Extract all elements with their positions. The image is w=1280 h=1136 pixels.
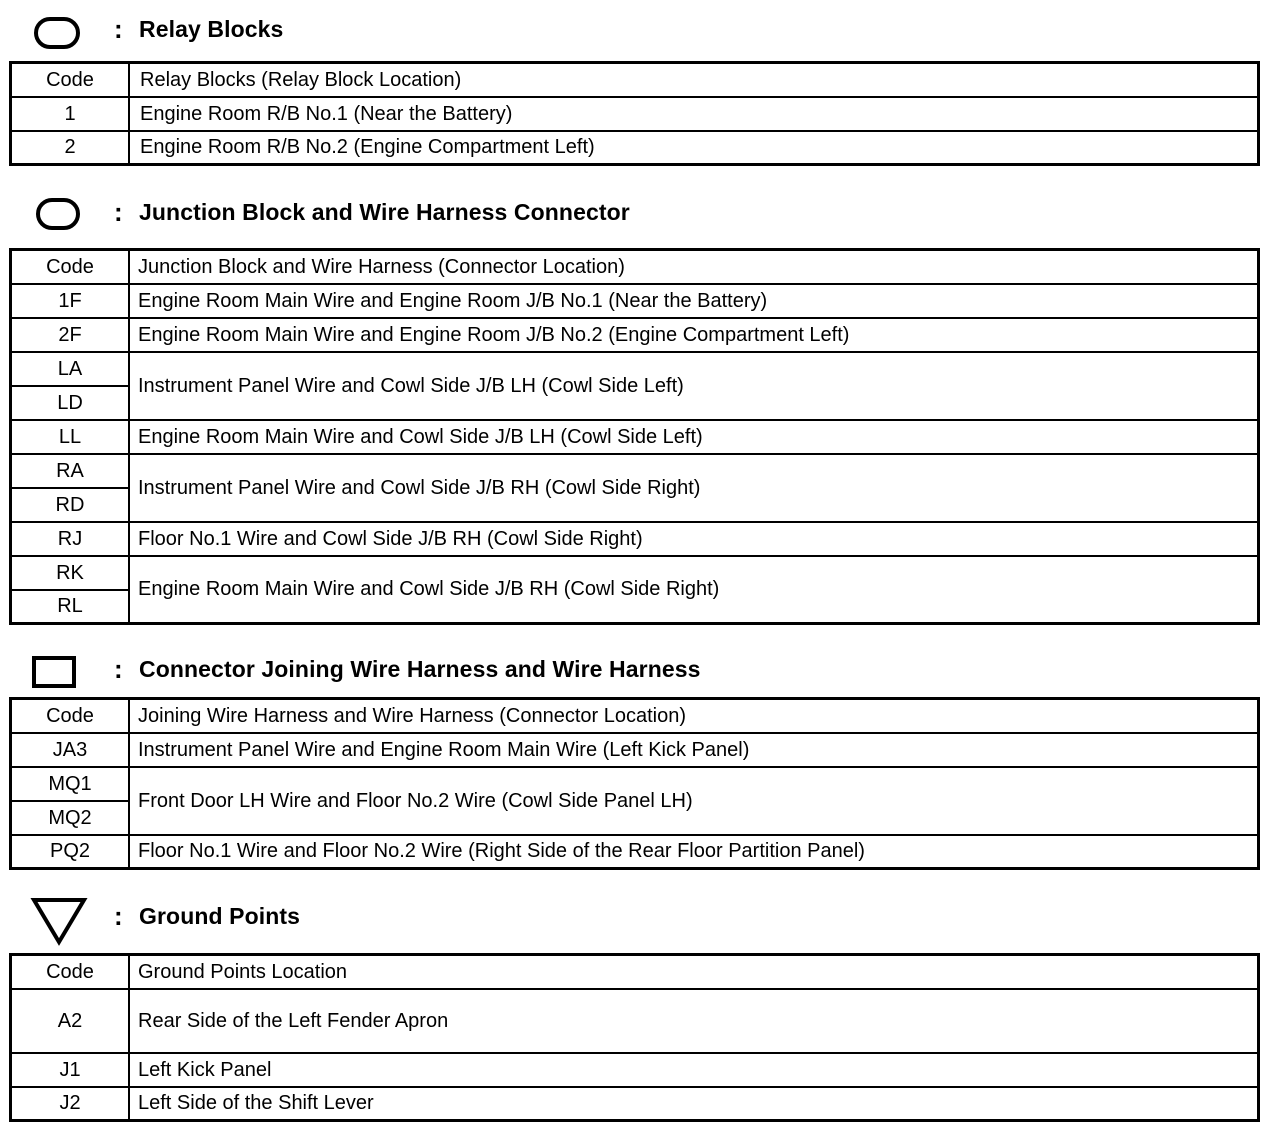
desc-cell: Engine Room Main Wire and Engine Room J/B No.1 (Near the Battery) <box>129 284 1259 318</box>
code-cell: LD <box>11 386 130 420</box>
table-row <box>11 420 1259 454</box>
section-title: Junction Block and Wire Harness Connector <box>139 199 630 225</box>
rounded-rect-icon <box>36 198 80 230</box>
desc-cell: Left Kick Panel <box>129 1053 1259 1087</box>
code-cell: 2 <box>11 131 130 165</box>
table-row <box>11 989 1259 1053</box>
relay-blocks-table <box>9 61 1260 166</box>
code-header: Code <box>11 699 130 733</box>
desc-cell: Front Door LH Wire and Floor No.2 Wire (Cowl Side Panel LH) <box>129 767 1259 835</box>
table-row <box>11 733 1259 767</box>
code-cell: J2 <box>11 1087 130 1121</box>
table-row <box>11 1053 1259 1087</box>
rectangle-icon <box>32 656 76 688</box>
colon: : <box>114 197 123 227</box>
desc-cell: Engine Room R/B No.1 (Near the Battery) <box>129 97 1259 131</box>
table-header-row <box>11 250 1259 284</box>
desc-cell: Engine Room Main Wire and Cowl Side J/B RH (Cowl Side Right) <box>129 556 1259 624</box>
code-header: Code <box>11 63 130 97</box>
table-row <box>11 97 1259 131</box>
code-header: Code <box>11 955 130 989</box>
table-row <box>11 284 1259 318</box>
code-cell: MQ2 <box>11 801 130 835</box>
desc-cell: Engine Room Main Wire and Engine Room J/B No.2 (Engine Compartment Left) <box>129 318 1259 352</box>
code-header: Code <box>11 250 130 284</box>
colon: : <box>114 901 123 931</box>
junction-block-table <box>9 248 1260 625</box>
code-cell: J1 <box>11 1053 130 1087</box>
desc-cell: Engine Room R/B No.2 (Engine Compartment Left) <box>129 131 1259 165</box>
ground-points-table <box>9 953 1260 1122</box>
desc-cell: Left Side of the Shift Lever <box>129 1087 1259 1121</box>
table-row <box>11 454 1259 488</box>
section-ground-points-header <box>0 897 1280 937</box>
desc-cell: Floor No.1 Wire and Cowl Side J/B RH (Cowl Side Right) <box>129 522 1259 556</box>
section-title: Connector Joining Wire Harness and Wire Harness <box>139 656 701 682</box>
code-cell: 2F <box>11 318 130 352</box>
desc-cell: Rear Side of the Left Fender Apron <box>129 989 1259 1053</box>
table-header-row <box>11 955 1259 989</box>
code-cell: RK <box>11 556 130 590</box>
code-cell: RA <box>11 454 130 488</box>
table-header-row <box>11 699 1259 733</box>
section-relay-blocks-header <box>0 10 1280 50</box>
table-row <box>11 767 1259 801</box>
connector-joining-table <box>9 697 1260 870</box>
desc-cell: Instrument Panel Wire and Cowl Side J/B LH (Cowl Side Left) <box>129 352 1259 420</box>
rounded-rect-icon <box>34 17 80 49</box>
code-cell: 1 <box>11 97 130 131</box>
code-cell: MQ1 <box>11 767 130 801</box>
desc-cell: Instrument Panel Wire and Engine Room Main Wire (Left Kick Panel) <box>129 733 1259 767</box>
desc-cell: Engine Room Main Wire and Cowl Side J/B LH (Cowl Side Left) <box>129 420 1259 454</box>
table-row <box>11 522 1259 556</box>
code-cell: RD <box>11 488 130 522</box>
table-row <box>11 835 1259 869</box>
code-cell: PQ2 <box>11 835 130 869</box>
code-cell: LL <box>11 420 130 454</box>
section-title: Ground Points <box>139 903 301 929</box>
section-connector-joining-header <box>0 650 1280 690</box>
table-row <box>11 1087 1259 1121</box>
code-cell: 1F <box>11 284 130 318</box>
table-header-row <box>11 63 1259 97</box>
desc-header: Joining Wire Harness and Wire Harness (Connector Location) <box>129 699 1259 733</box>
section-title: Relay Blocks <box>139 16 284 42</box>
colon: : <box>114 654 123 684</box>
section-junction-block-header <box>0 193 1280 233</box>
desc-header: Relay Blocks (Relay Block Location) <box>129 63 1259 97</box>
table-row <box>11 131 1259 165</box>
triangle-down-icon <box>30 897 88 947</box>
desc-header: Junction Block and Wire Harness (Connector Location) <box>129 250 1259 284</box>
code-cell: JA3 <box>11 733 130 767</box>
desc-cell: Instrument Panel Wire and Cowl Side J/B RH (Cowl Side Right) <box>129 454 1259 522</box>
colon: : <box>114 14 123 44</box>
code-cell: RJ <box>11 522 130 556</box>
code-cell: LA <box>11 352 130 386</box>
table-row <box>11 352 1259 386</box>
table-row <box>11 318 1259 352</box>
desc-header: Ground Points Location <box>129 955 1259 989</box>
desc-cell: Floor No.1 Wire and Floor No.2 Wire (Right Side of the Rear Floor Partition Panel) <box>129 835 1259 869</box>
code-cell: RL <box>11 590 130 624</box>
table-row <box>11 556 1259 590</box>
code-cell: A2 <box>11 989 130 1053</box>
